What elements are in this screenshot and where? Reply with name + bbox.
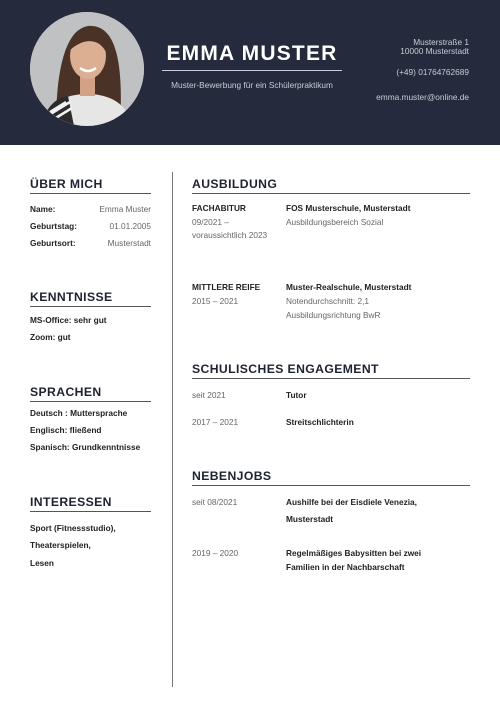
job-date: seit 08/2021: [192, 497, 238, 507]
about-value-birthday: 01.01.2005: [109, 221, 151, 231]
job-description: Musterstadt: [286, 514, 334, 524]
education-detail: Ausbildungsrichtung BwR: [286, 310, 381, 320]
skill-item: MS-Office: sehr gut: [30, 315, 107, 325]
engagement-title: SCHULISCHES ENGAGEMENT: [192, 362, 379, 376]
about-label-birthday: Geburtstag:: [30, 221, 78, 231]
engagement-rule: [192, 378, 470, 379]
education-detail: Ausbildungsbereich Sozial: [286, 217, 384, 227]
interests-rule: [30, 511, 151, 512]
about-label-name: Name:: [30, 204, 56, 214]
applicant-name: EMMA MUSTER: [166, 42, 338, 65]
education-date: 09/2021 –: [192, 217, 229, 227]
language-item: Englisch: fließend: [30, 425, 102, 435]
education-title: AUSBILDUNG: [192, 177, 278, 191]
education-detail: Notendurchschnitt: 2,1: [286, 296, 370, 306]
skill-item: Zoom: gut: [30, 332, 71, 342]
education-degree: MITTLERE REIFE: [192, 282, 261, 292]
education-rule: [192, 193, 470, 194]
education-degree: FACHABITUR: [192, 203, 246, 213]
jobs-rule: [192, 485, 470, 486]
engagement-date: 2017 – 2021: [192, 417, 239, 427]
interest-item: Lesen: [30, 558, 54, 568]
header-banner: [0, 0, 500, 145]
job-description: Regelmäßiges Babysitten bei zwei: [286, 548, 422, 558]
contact-street: Musterstraße 1: [413, 37, 469, 47]
interest-item: Theaterspielen,: [30, 540, 91, 550]
about-value-name: Emma Muster: [99, 204, 151, 214]
column-divider: [172, 172, 173, 687]
engagement-role: Streitschlichterin: [286, 417, 354, 427]
skills-rule: [30, 306, 151, 307]
name-underline: [162, 70, 342, 71]
language-item: Deutsch : Muttersprache: [30, 408, 128, 418]
job-date: 2019 – 2020: [192, 548, 239, 558]
portrait-image: [30, 12, 144, 126]
engagement-date: seit 2021: [192, 390, 226, 400]
interests-title: INTERESSEN: [30, 495, 112, 509]
engagement-role: Tutor: [286, 390, 307, 400]
education-date: voraussichtlich 2023: [192, 230, 268, 240]
languages-title: SPRACHEN: [30, 385, 102, 399]
language-item: Spanisch: Grundkenntnisse: [30, 442, 141, 452]
profile-photo: [30, 12, 144, 126]
contact-email: emma.muster@online.de: [376, 92, 469, 102]
interest-item: Sport (Fitnessstudio),: [30, 523, 116, 533]
jobs-title: NEBENJOBS: [192, 469, 272, 483]
about-label-birthplace: Geburtsort:: [30, 238, 76, 248]
job-description: Aushilfe bei der Eisdiele Venezia,: [286, 497, 417, 507]
about-title: ÜBER MICH: [30, 177, 103, 191]
document-subtitle: Muster-Bewerbung für ein Schülerpraktikum: [171, 80, 333, 90]
languages-rule: [30, 401, 151, 402]
contact-city: 10000 Musterstadt: [400, 46, 469, 56]
about-rule: [30, 193, 151, 194]
skills-title: KENNTNISSE: [30, 290, 113, 304]
education-school: FOS Musterschule, Musterstadt: [286, 203, 411, 213]
contact-phone: (+49) 01764762689: [396, 67, 469, 77]
job-description: Familien in der Nachbarschaft: [286, 562, 405, 572]
education-school: Muster-Realschule, Musterstadt: [286, 282, 412, 292]
about-value-birthplace: Musterstadt: [107, 238, 151, 248]
education-date: 2015 – 2021: [192, 296, 239, 306]
